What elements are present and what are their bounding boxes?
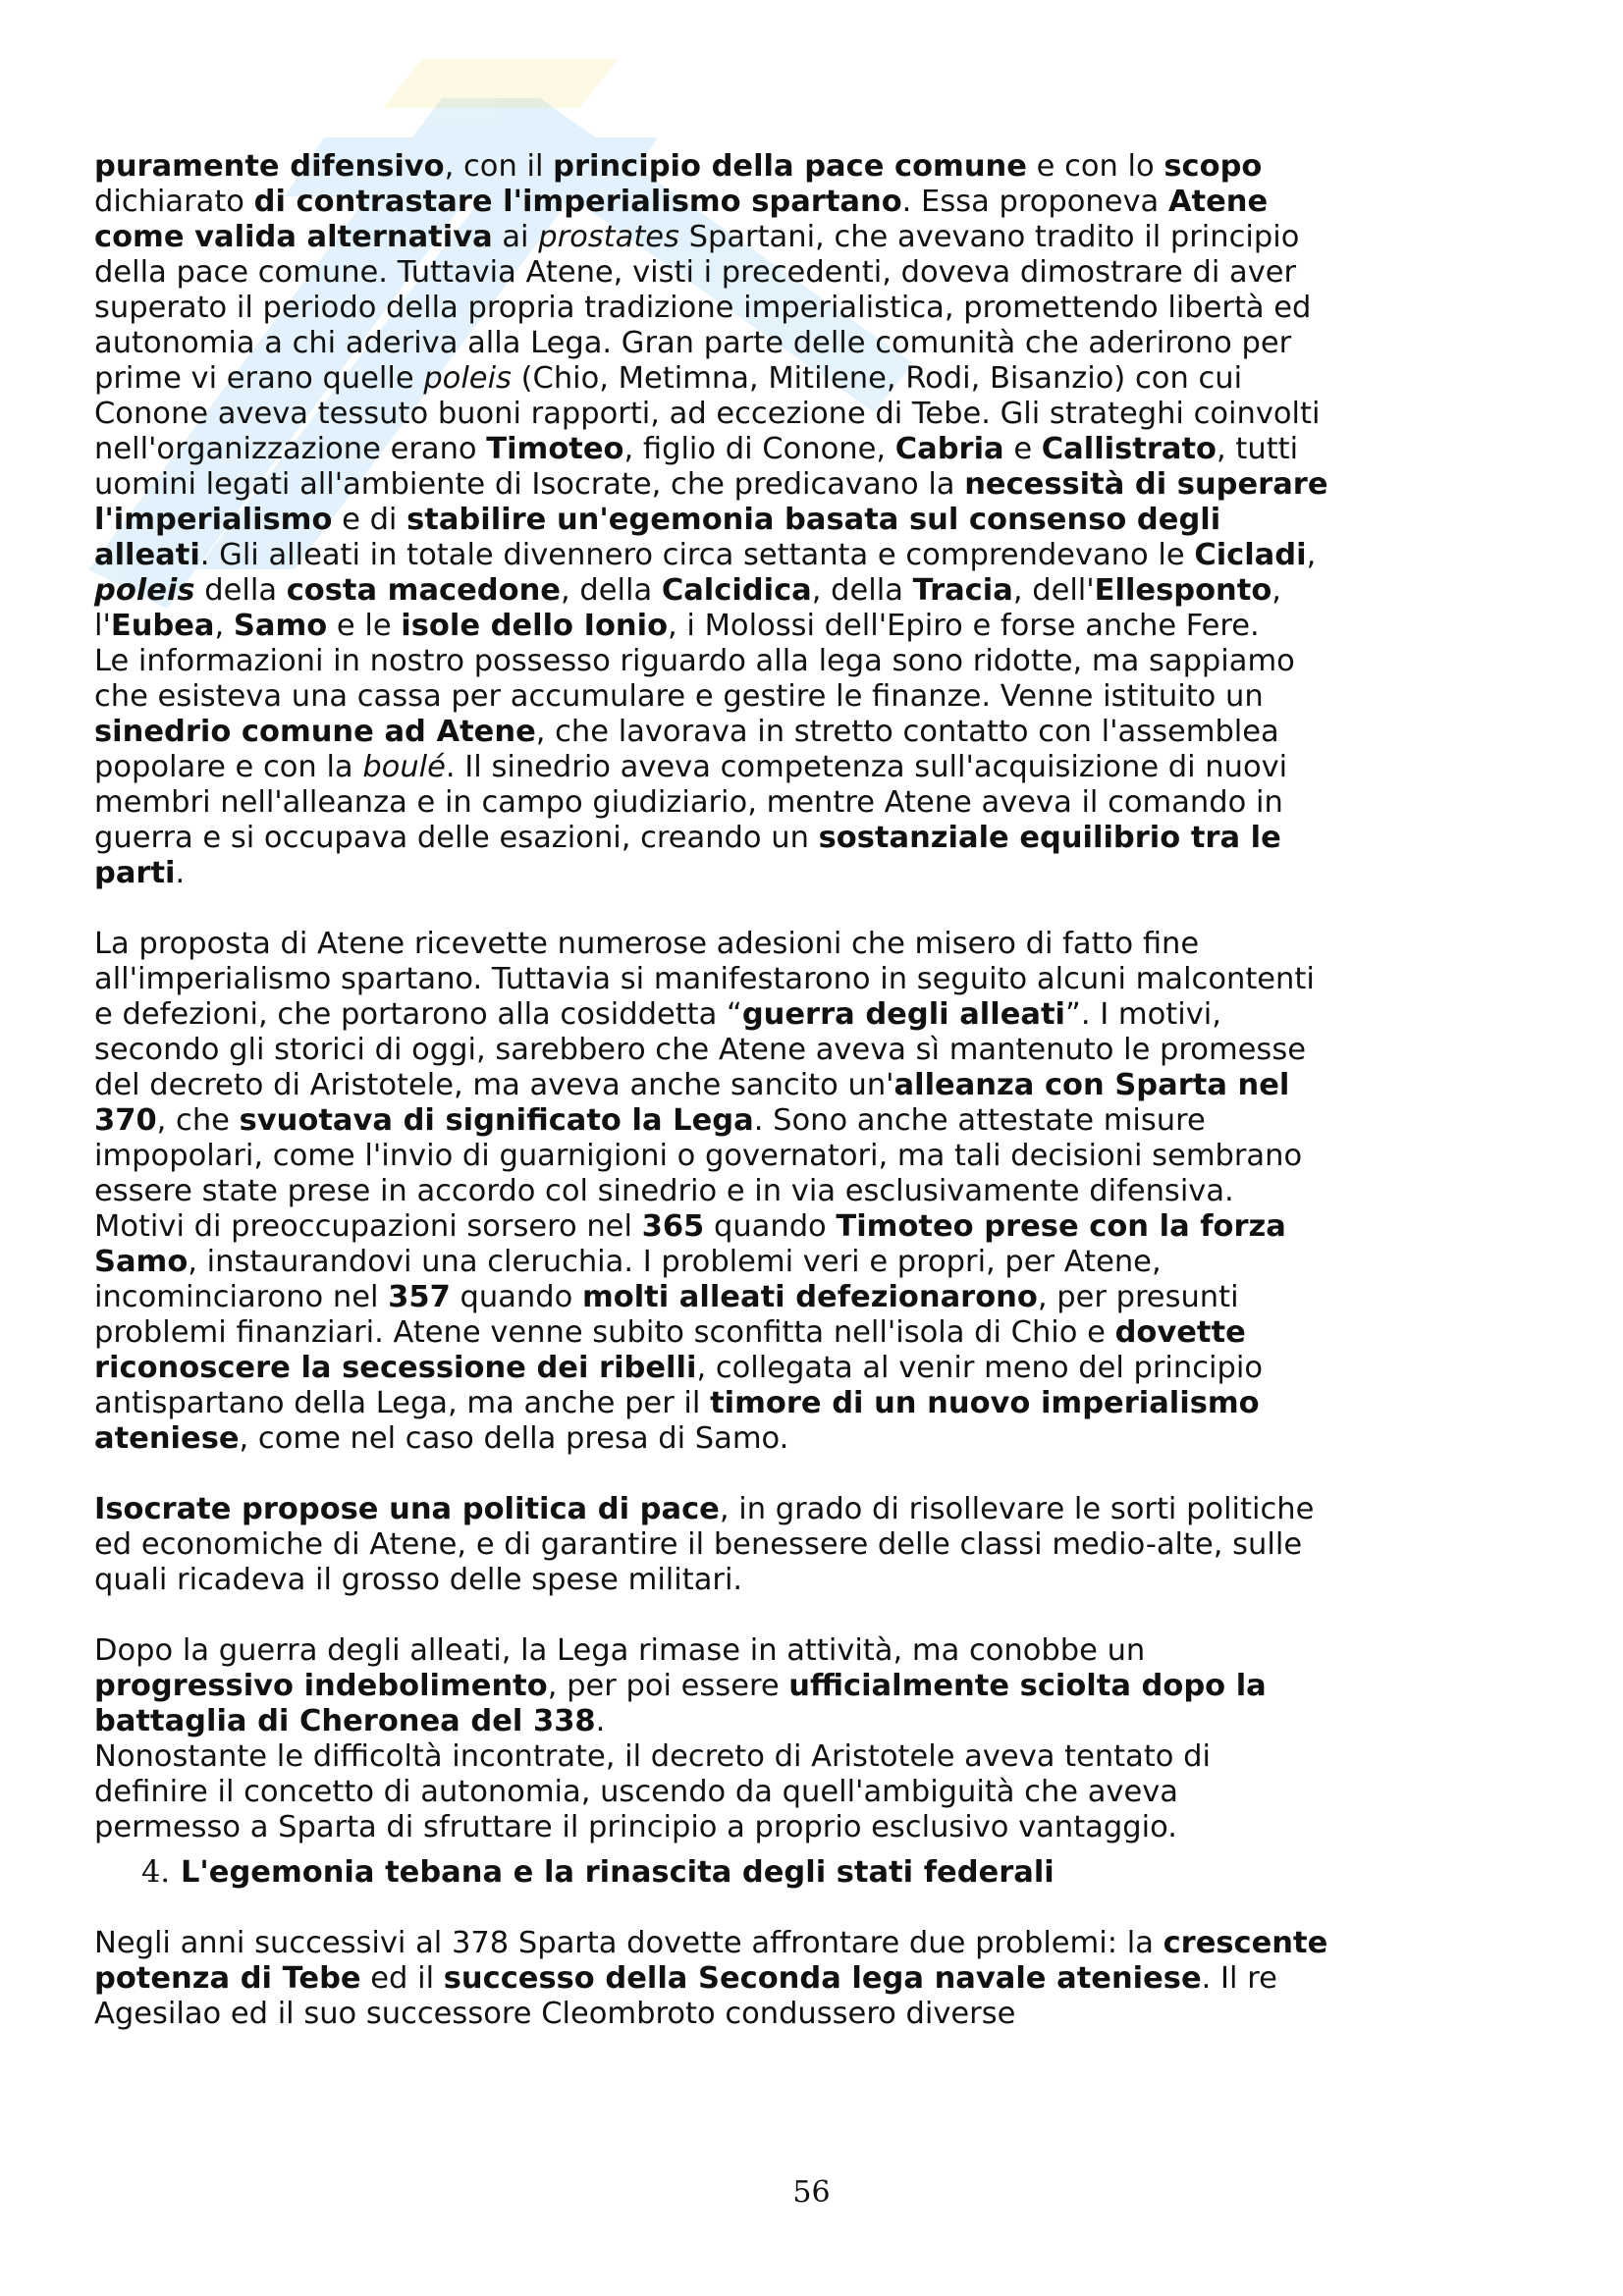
bold-text: dovette riconoscere la secessione dei ribelli	[94, 1315, 1246, 1385]
text-run: , instaurandovi una cleruchia. I problemi veri e propri, per Atene, incominciarono nel	[94, 1245, 1162, 1314]
paragraph-p7	[94, 1739, 1331, 1845]
text-run: Negli anni successivi al 378 Sparta dovette affrontare due problemi: la	[94, 1926, 1163, 1960]
bold-text: sostanziale equilibrio tra le parti	[94, 821, 1281, 890]
emphasis-text: poleis	[94, 573, 195, 608]
bold-text: crescente potenza di Tebe	[94, 1926, 1328, 1996]
text-run: Le informazioni in nostro possesso riguardo alla lega sono ridotte, ma sappiamo che esisteva una cassa per accumulare e gestire le finanze. Venne istituito un	[94, 644, 1295, 714]
text-run: , figlio di Conone,	[623, 432, 895, 466]
bold-text: 365	[641, 1209, 705, 1244]
paragraph-p3	[94, 927, 1331, 1209]
section-heading	[94, 1855, 1331, 1891]
bold-text: stabilire un'egemonia basata sul consenso degli alleati	[94, 503, 1221, 572]
bold-text: scopo	[1163, 149, 1263, 184]
text-run: quando	[704, 1209, 837, 1244]
text-run: . Gli alleati in totale divennero circa settanta e comprendevano le	[199, 538, 1195, 572]
paragraph-gap	[94, 1598, 1331, 1633]
bold-text: Tracia	[912, 573, 1013, 608]
text-run: ai	[492, 220, 539, 254]
text-run: Motivi di preoccupazioni sorsero nel	[94, 1209, 642, 1244]
paragraph-gap	[94, 891, 1331, 927]
bold-text: Timoteo prese con la forza Samo	[94, 1209, 1286, 1279]
text-run: Spartani, che avevano tradito il principio della pace comune. Tuttavia Atene, visti i precedenti, doveva dimostrare di aver superato il periodo della propria tradizione imperialistica, promettendo libertà ed autonomia a chi aderiva alla Lega. Gran parte delle comunità che aderirono per prime vi erano quelle	[94, 220, 1312, 396]
bold-text: successo della Seconda lega navale ateniese	[443, 1961, 1202, 1996]
paragraph-p4	[94, 1209, 1331, 1457]
text-run: della	[194, 573, 287, 608]
paragraph-gap	[94, 1457, 1331, 1492]
bold-text: Eubea	[110, 609, 215, 643]
bold-text: Samo	[233, 609, 328, 643]
bold-text: progressivo indebolimento	[94, 1669, 548, 1703]
bold-text: alleanza con Sparta nel 370	[94, 1068, 1290, 1138]
section-number: 4.	[141, 1855, 171, 1890]
text-run: . Sono anche attestate misure impopolari, come l'invio di guarnigioni o governatori, ma tali decisioni sembrano essere state prese in accordo col sinedrio e in via esclusivamente difensiva.	[94, 1103, 1303, 1208]
bold-text: Ellesponto	[1094, 573, 1272, 608]
paragraph-p2	[94, 644, 1331, 891]
paragraph-gap	[94, 1891, 1331, 1926]
text-run: . Il sinedrio aveva competenza sull'acquisizione di nuovi membri nell'alleanza e in campo giudiziario, mentre Atene aveva il comando in guerra e si occupava delle esazioni, creando un	[94, 750, 1288, 855]
text-run: , della	[811, 573, 913, 608]
bold-text: svuotava di significato la Lega	[239, 1103, 754, 1138]
italic-text: boulé	[362, 750, 446, 784]
bold-text: molti alleati defezionarono	[581, 1280, 1038, 1314]
text-run: , che	[156, 1103, 240, 1138]
paragraph-p8	[94, 1926, 1331, 2032]
bold-text: necessità di superare l'imperialismo	[94, 467, 1328, 537]
paragraph-p6	[94, 1633, 1331, 1739]
bold-text: Cicladi	[1194, 538, 1307, 572]
text-run: ,	[1306, 538, 1317, 572]
bold-text: timore di un nuovo imperialismo ateniese	[94, 1386, 1260, 1456]
text-run: (Chio, Metimna, Mitilene, Rodi, Bisanzio) con cui Conone aveva tessuto buoni rapporti, ad eccezione di Tebe. Gli strateghi coinvolti nell'organizzazione erano	[94, 361, 1321, 466]
italic-text: poleis	[423, 361, 512, 396]
bold-text: ufficialmente sciolta dopo la battaglia di Cheronea del 338	[94, 1669, 1267, 1738]
bold-text: costa macedone	[286, 573, 561, 608]
bold-text: Calcidica	[661, 573, 812, 608]
text-run: e le	[327, 609, 402, 643]
text-run: ”. I motivi, secondo gli storici di oggi, sarebbero che Atene aveva sì mantenuto le promesse del decreto di Aristotele, ma aveva anche sancito un'	[94, 997, 1306, 1102]
bold-text: Atene come valida alternativa	[94, 185, 1269, 254]
text-run: , i Molossi dell'Epiro e forse anche Fere.	[668, 609, 1260, 643]
text-run: e	[1003, 432, 1042, 466]
bold-text: Callistrato	[1041, 432, 1217, 466]
text-run: , per presunti problemi finanziari. Atene venne subito sconfitta nell'isola di Chio e	[94, 1280, 1239, 1350]
text-run: , in grado di risollevare le sorti politiche ed economiche di Atene, e di garantire il benessere delle classi medio-alte, sulle quali ricadeva il grosso delle spese militari.	[94, 1492, 1315, 1597]
text-run: , tutti uomini legati all'ambiente di Isocrate, che predicavano la	[94, 432, 1299, 502]
text-run: , per poi essere	[547, 1669, 789, 1703]
text-run: dichiarato	[94, 185, 254, 219]
bold-text: di contrastare l'imperialismo spartano	[253, 185, 902, 219]
text-run: , come nel caso della presa di Samo.	[239, 1421, 789, 1456]
text-run: .	[595, 1704, 606, 1738]
text-run: Dopo la guerra degli alleati, la Lega rimase in attività, ma conobbe un	[94, 1633, 1146, 1668]
text-run: quando	[450, 1280, 582, 1314]
section-title: L'egemonia tebana e la rinascita degli stati federali	[181, 1855, 1055, 1890]
bold-text: sinedrio comune ad Atene	[94, 715, 536, 749]
bold-text: puramente difensivo	[94, 149, 445, 184]
text-run: e con lo	[1026, 149, 1164, 184]
bold-text: Cabria	[894, 432, 1004, 466]
page-number: 56	[792, 2175, 831, 2210]
paragraph-p5	[94, 1492, 1331, 1598]
bold-text: principio della pace comune	[553, 149, 1027, 184]
text-run: , con il	[444, 149, 554, 184]
bold-text: Isocrate propose una politica di pace	[94, 1492, 720, 1526]
text-run: , collegata al venir meno del principio antispartano della Lega, ma anche per il	[94, 1351, 1263, 1420]
text-run: , della	[560, 573, 662, 608]
text-run: La proposta di Atene ricevette numerose adesioni che misero di fatto fine all'imperialismo spartano. Tuttavia si manifestarono in seguito alcuni malcontenti e defezioni, che portarono alla cosiddetta “	[94, 927, 1315, 1032]
text-run: , dell'	[1012, 573, 1095, 608]
text-run: ed il	[360, 1961, 444, 1996]
paragraph-p1	[94, 149, 1331, 644]
text-run: Nonostante le difficoltà incontrate, il decreto di Aristotele aveva tentato di definire il concetto di autonomia, uscendo da quell'ambiguità che aveva permesso a Sparta di sfruttare il principio a proprio esclusivo vantaggio.	[94, 1739, 1211, 1844]
document-body	[94, 149, 1331, 2032]
text-run: ,	[214, 609, 234, 643]
bold-text: Timoteo	[486, 432, 624, 466]
text-run: . Il re Agesilao ed il suo successore Cleombroto condussero diverse	[94, 1961, 1277, 2031]
italic-text: prostates	[538, 220, 679, 254]
bold-text: guerra degli alleati	[741, 997, 1066, 1032]
bold-text	[94, 573, 195, 608]
text-run: .	[175, 856, 186, 890]
text-run: e di	[332, 503, 407, 537]
text-run: . Essa proponeva	[901, 185, 1168, 219]
text-run: , l'	[94, 573, 1281, 643]
bold-text: 357	[388, 1280, 451, 1314]
text-run: , che lavorava in stretto contatto con l'assemblea popolare e con la	[94, 715, 1279, 784]
bold-text: isole dello Ionio	[401, 609, 669, 643]
